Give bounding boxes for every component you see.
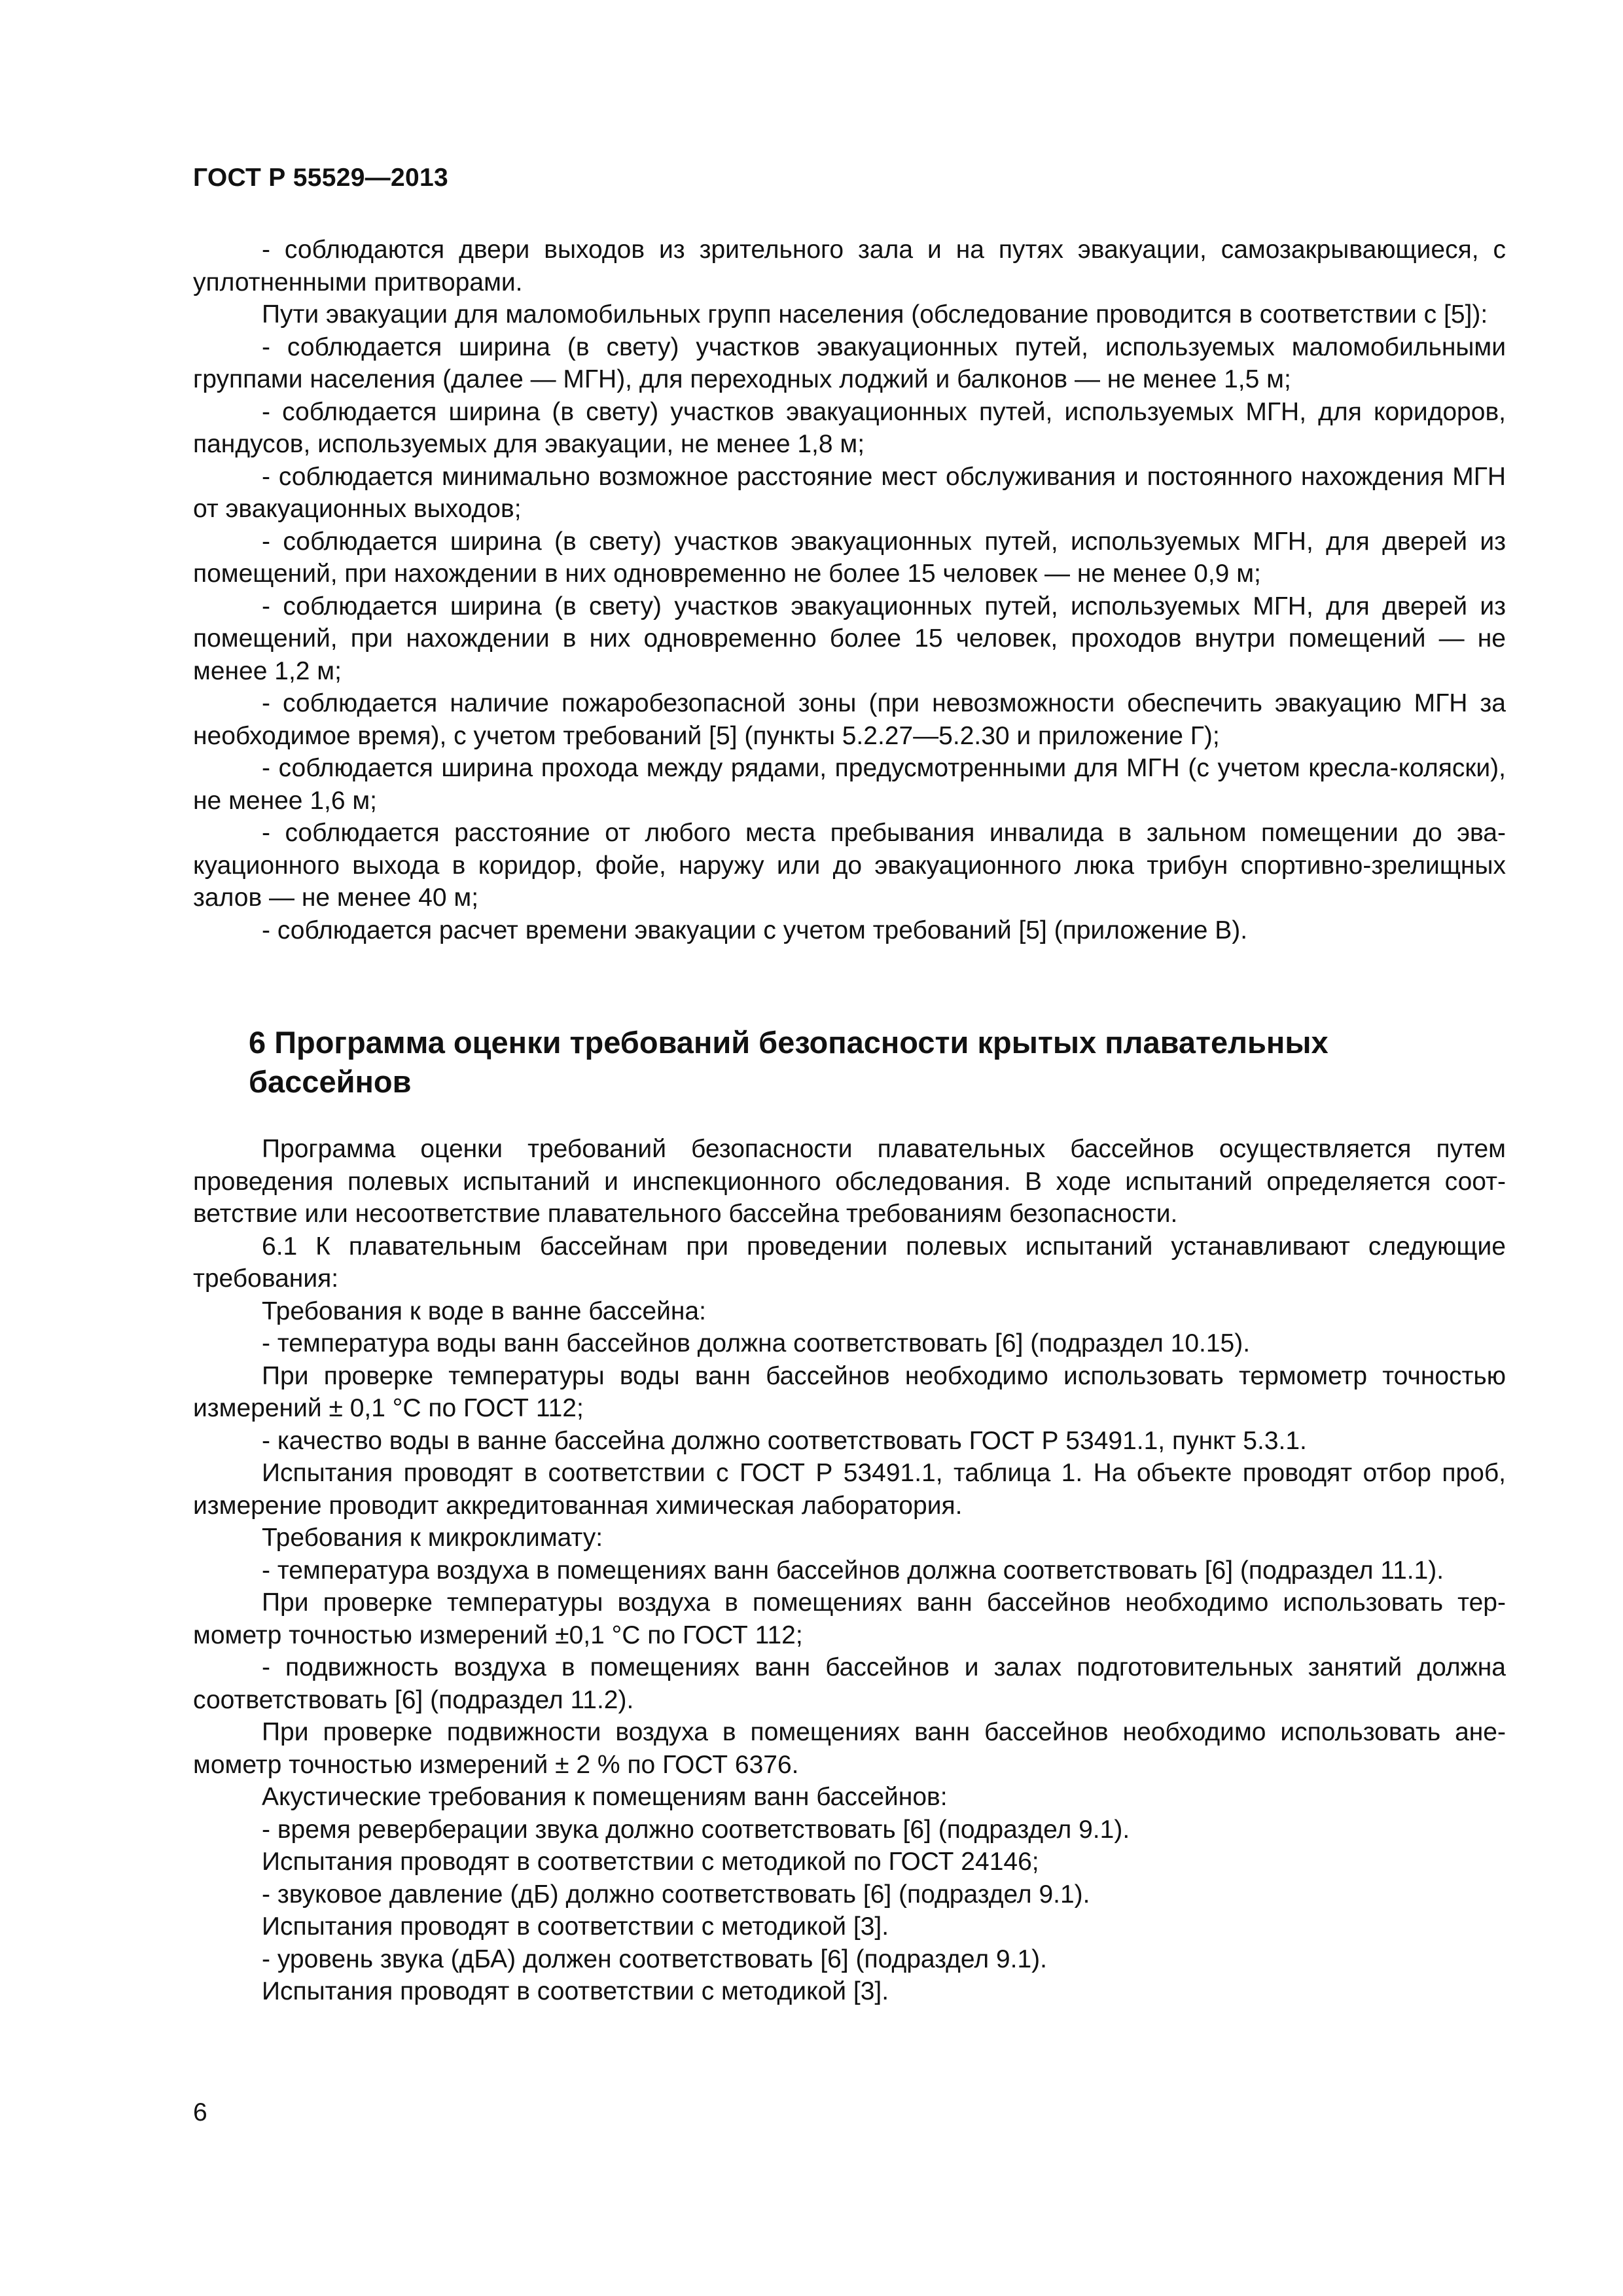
paragraph: Испытания проводят в соответствии с ГОСТ Р 53491.1, таблица 1. На объекте проводят отбор проб, измерение проводит аккредитованная химическая лаборатория. (193, 1459, 1506, 1520)
paragraph: - звуковое давление (дБ) должно соответствовать [6] (подраздел 9.1). (262, 1880, 1090, 1909)
paragraph: Испытания проводят в соответствии с методикой [3]. (262, 1912, 889, 1941)
paragraph: - соблюдается ширина (в свету) участков эвакуационных путей, используемых маломобильными группами населения (далее — МГН), для переходных лоджий и балконов — не менее 1,5 м; (193, 332, 1506, 393)
paragraph: - уровень звука (дБА) должен соответствовать [6] (подраздел 9.1). (262, 1945, 1047, 1973)
paragraph: Испытания проводят в соответствии с методикой [3]. (262, 1977, 889, 2005)
paragraph: - соблюдается ширина прохода между рядами, предусмотренными для МГН (с учетом кресла-коляски), не менее 1,6 м; (193, 754, 1506, 815)
paragraph: Требования к микроклимату: (262, 1524, 603, 1552)
page-number: 6 (193, 2098, 207, 2126)
paragraph: Испытания проводят в соответствии с методикой по ГОСТ 24146; (262, 1848, 1039, 1876)
paragraph: - качество воды в ванне бассейна должно соответствовать ГОСТ Р 53491.1, пункт 5.3.1. (262, 1426, 1307, 1455)
paragraph: - соблюдается ширина (в свету) участков эвакуационных путей, используемых МГН, для дверей из помещений, при нахождении в них одновременно не более 15 человек — не менее 0,9 м; (193, 527, 1506, 588)
paragraph: - время реверберации звука должно соответствовать [6] (подраздел 9.1). (262, 1815, 1130, 1844)
paragraph: Акустические требования к помещениям ванн бассейнов: (262, 1783, 948, 1811)
paragraph: - температура воды ванн бассейнов должна соответствовать [6] (подраздел 10.15). (262, 1329, 1251, 1357)
pool-safety-program-section (193, 1133, 1506, 2008)
paragraph: - соблюдается расстояние от любого места пребывания инвалида в зальном помещении до эвакуационного выхода в коридор, фойе, наружу или до эвакуационного люка трибун спортивно-зрелищных залов — не менее 40 м; (193, 819, 1506, 912)
paragraph: - соблюдаются двери выходов из зрительного зала и на путях эвакуации, самозакрывающиеся, с уплотненными притворами. (193, 236, 1506, 296)
paragraph: - соблюдается ширина (в свету) участков эвакуационных путей, используемых МГН, для дверей из помещений, при нахождении в них одновременно более 15 человек, проходов внутри помещений — не менее 1,2 м; (193, 592, 1506, 685)
paragraph: При проверке температуры воды ванн бассейнов необходимо использовать термометр точностью измерений ± 0,1 °С по ГОСТ 112; (193, 1361, 1506, 1422)
paragraph: - соблюдается ширина (в свету) участков эвакуационных путей, используемых МГН, для коридоров, пандусов, используемых для эвакуации, не менее 1,8 м; (193, 397, 1506, 458)
paragraph: Требования к воде в ванне бассейна: (262, 1297, 706, 1325)
paragraph: - подвижность воздуха в помещениях ванн бассейнов и залах подготовительных занятий должна соответствовать [6] (подраздел 11.2). (193, 1653, 1506, 1714)
paragraph: - температура воздуха в помещениях ванн бассейнов должна соответствовать [6] (подраздел 11.1). (262, 1556, 1444, 1585)
paragraph: При проверке подвижности воздуха в помещениях ванн бассейнов необходимо использовать анемометр точностью измерений ± 2 % по ГОСТ 6376. (193, 1718, 1506, 1779)
paragraph: Программа оценки требований безопасности плавательных бассейнов осуществляется путем проведения полевых испытаний и инспекционного обследования. В ходе испытаний определяется соответствие или несоответствие плавательного бассейна требованиям безопасности. (193, 1135, 1506, 1228)
paragraph: При проверке температуры воздуха в помещениях ванн бассейнов необходимо использовать термометр точностью измерений ±0,1 °С по ГОСТ 112; (193, 1588, 1506, 1649)
evacuation-requirements-section (193, 234, 1506, 946)
paragraph: - соблюдается расчет времени эвакуации с учетом требований [5] (приложение В). (262, 916, 1248, 944)
section-6-heading: 6 Программа оценки требований безопасности крытых плавательных бассейнов (249, 1025, 1329, 1099)
paragraph: - соблюдается минимально возможное расстояние мест обслуживания и постоянного нахождения МГН от эвакуационных выходов; (193, 462, 1506, 523)
document-header: ГОСТ Р 55529—2013 (193, 164, 448, 192)
paragraph: 6.1 К плавательным бассейнам при проведении полевых испытаний устанавливают следующие требования: (193, 1232, 1506, 1293)
paragraph: Пути эвакуации для маломобильных групп населения (обследование проводится в соответствии с [5]): (262, 300, 1488, 329)
paragraph: - соблюдается наличие пожаробезопасной зоны (при невозможности обеспечить эвакуацию МГН за необходимое время), с учетом требований [5] (пункты 5.2.27—5.2.30 и приложение Г); (193, 689, 1506, 750)
